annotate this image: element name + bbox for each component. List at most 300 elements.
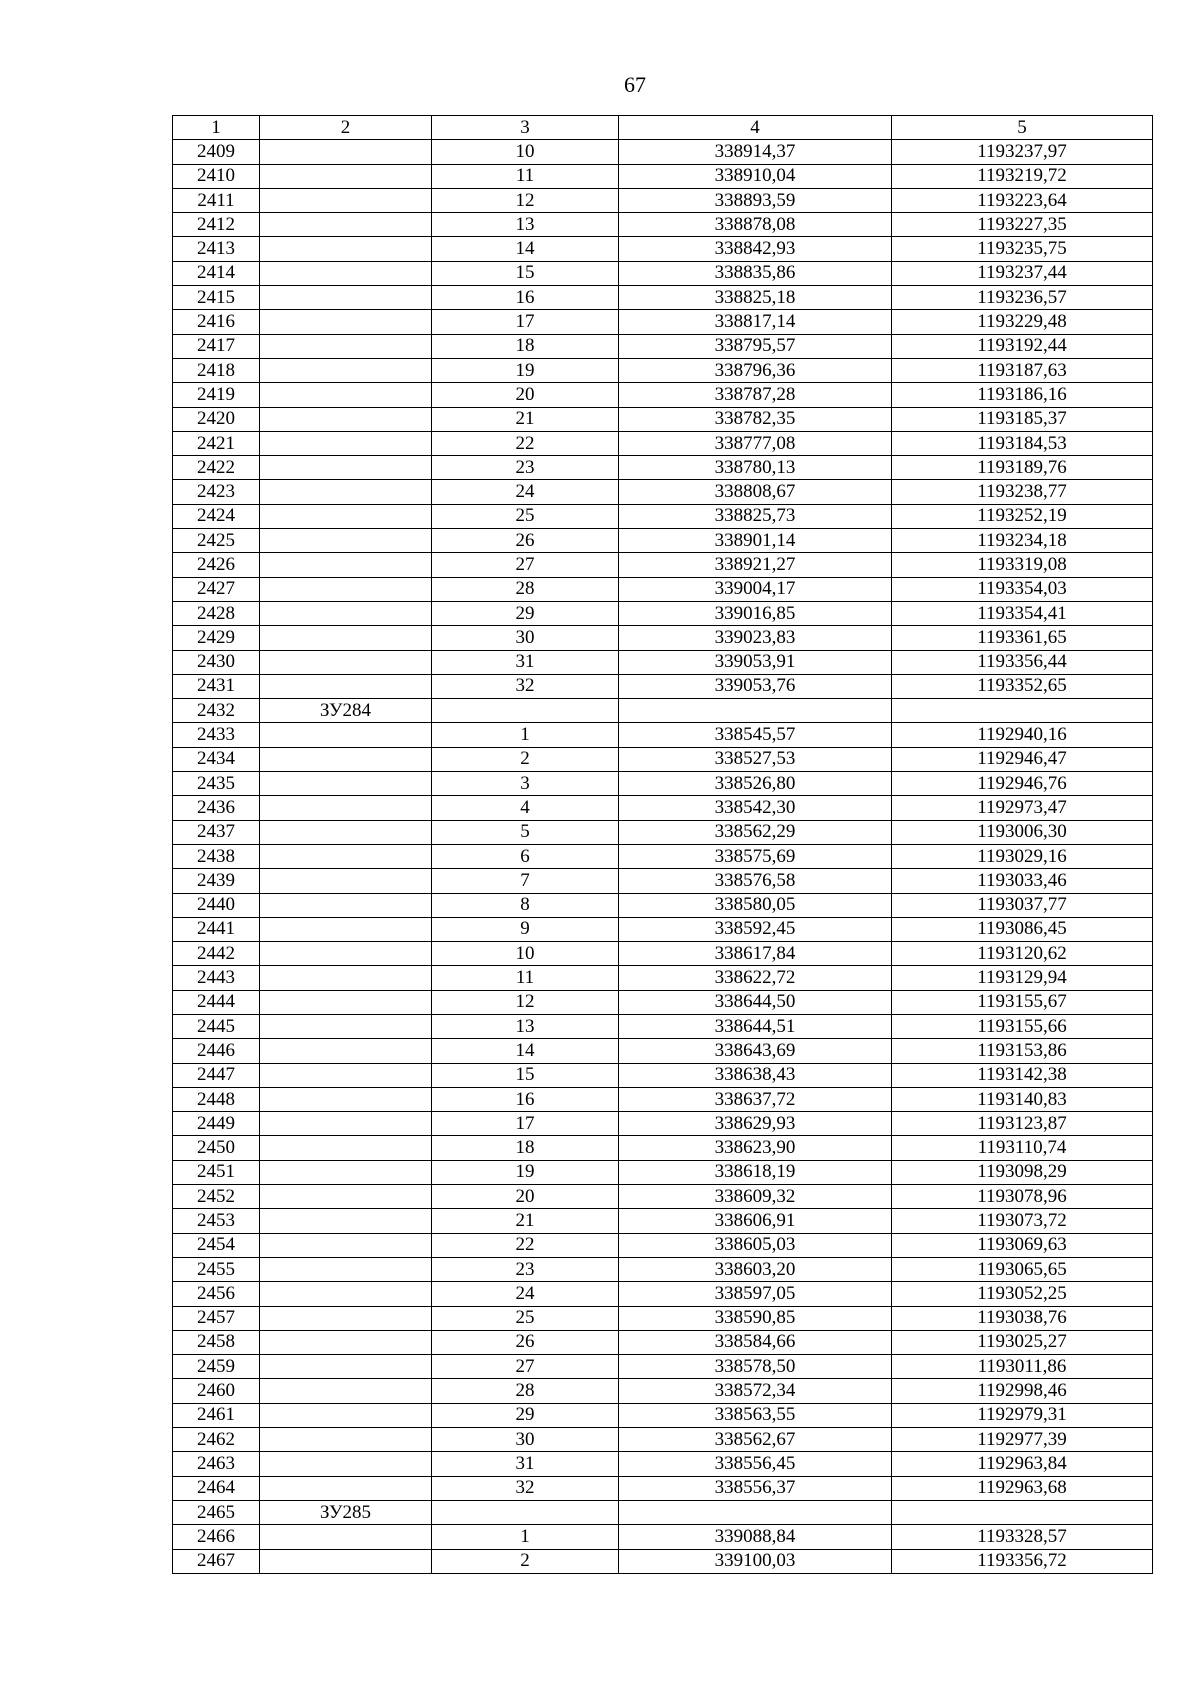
- table-cell: 1193155,67: [892, 990, 1153, 1014]
- table-cell: 25: [432, 1306, 619, 1330]
- table-cell: 2446: [173, 1039, 260, 1063]
- table-cell: 1193069,63: [892, 1233, 1153, 1257]
- table-cell: 28: [432, 577, 619, 601]
- table-row: [173, 699, 1153, 723]
- table-cell: 1193354,41: [892, 601, 1153, 625]
- table-cell: 2423: [173, 480, 260, 504]
- table-cell: 1193155,66: [892, 1014, 1153, 1038]
- table-cell: [260, 1355, 432, 1379]
- table-cell: 338910,04: [619, 164, 892, 188]
- table-cell: 338921,27: [619, 553, 892, 577]
- table-cell: 2466: [173, 1525, 260, 1549]
- table-cell: 1193356,72: [892, 1549, 1153, 1573]
- table-cell: 2445: [173, 1014, 260, 1038]
- table-cell: 1192940,16: [892, 723, 1153, 747]
- table-cell: [260, 286, 432, 310]
- table-row: [173, 188, 1153, 212]
- table-cell: 338637,72: [619, 1087, 892, 1111]
- table-cell: 338578,50: [619, 1355, 892, 1379]
- table-row: [173, 601, 1153, 625]
- table-cell: 2420: [173, 407, 260, 431]
- table-cell: [260, 1039, 432, 1063]
- column-header: 3: [432, 116, 619, 140]
- table-cell: 1192963,68: [892, 1476, 1153, 1500]
- table-cell: 339100,03: [619, 1549, 892, 1573]
- table-cell: [260, 1330, 432, 1354]
- table-cell: 338914,37: [619, 140, 892, 164]
- table-cell: 1192973,47: [892, 796, 1153, 820]
- table-cell: [260, 723, 432, 747]
- table-cell: [619, 1500, 892, 1524]
- table-cell: 2409: [173, 140, 260, 164]
- table-cell: [260, 1014, 432, 1038]
- table-cell: 338623,90: [619, 1136, 892, 1160]
- table-cell: 1193086,45: [892, 917, 1153, 941]
- table-row: [173, 966, 1153, 990]
- table-cell: [260, 358, 432, 382]
- table-row: [173, 553, 1153, 577]
- table-cell: 338605,03: [619, 1233, 892, 1257]
- table-cell: 25: [432, 504, 619, 528]
- table-cell: 2424: [173, 504, 260, 528]
- table-cell: 338603,20: [619, 1257, 892, 1281]
- table-cell: [260, 1136, 432, 1160]
- table-cell: [260, 383, 432, 407]
- table-cell: 1193038,76: [892, 1306, 1153, 1330]
- table-cell: 338796,36: [619, 358, 892, 382]
- table-cell: [260, 261, 432, 285]
- table-cell: [892, 1500, 1153, 1524]
- table-cell: [260, 966, 432, 990]
- table-row: [173, 1379, 1153, 1403]
- table-row: [173, 1403, 1153, 1427]
- table-cell: [260, 1452, 432, 1476]
- table-cell: 15: [432, 1063, 619, 1087]
- table-cell: 338609,32: [619, 1185, 892, 1209]
- table-cell: 9: [432, 917, 619, 941]
- table-cell: [260, 1428, 432, 1452]
- table-row: [173, 626, 1153, 650]
- table-cell: 26: [432, 1330, 619, 1354]
- table-cell: 20: [432, 1185, 619, 1209]
- table-cell: 338556,45: [619, 1452, 892, 1476]
- table-cell: 338575,69: [619, 844, 892, 868]
- column-header: 1: [173, 116, 260, 140]
- table-cell: 338808,67: [619, 480, 892, 504]
- table-row: [173, 140, 1153, 164]
- table-cell: [260, 213, 432, 237]
- table-cell: 2415: [173, 286, 260, 310]
- table-cell: 3: [432, 772, 619, 796]
- table-cell: 1193356,44: [892, 650, 1153, 674]
- table-cell: [260, 310, 432, 334]
- table-cell: 338878,08: [619, 213, 892, 237]
- table-cell: 1193052,25: [892, 1282, 1153, 1306]
- table-cell: 338825,73: [619, 504, 892, 528]
- table-cell: 7: [432, 869, 619, 893]
- table-cell: 32: [432, 1476, 619, 1500]
- table-row: [173, 529, 1153, 553]
- table-cell: 11: [432, 164, 619, 188]
- table-cell: 1: [432, 1525, 619, 1549]
- table-cell: 2453: [173, 1209, 260, 1233]
- table-cell: 2443: [173, 966, 260, 990]
- table-row: [173, 650, 1153, 674]
- table-cell: 2458: [173, 1330, 260, 1354]
- table-row: [173, 1525, 1153, 1549]
- table-cell: [260, 1476, 432, 1500]
- table-cell: 2413: [173, 237, 260, 261]
- coordinates-table: [172, 115, 1153, 1574]
- table-cell: ЗУ285: [260, 1500, 432, 1524]
- table-cell: 2444: [173, 990, 260, 1014]
- table-cell: 1193110,74: [892, 1136, 1153, 1160]
- table-cell: 1193219,72: [892, 164, 1153, 188]
- column-header: 4: [619, 116, 892, 140]
- table-cell: 2412: [173, 213, 260, 237]
- table-cell: 1193142,38: [892, 1063, 1153, 1087]
- table-cell: 338617,84: [619, 942, 892, 966]
- table-cell: [260, 820, 432, 844]
- table-cell: 338576,58: [619, 869, 892, 893]
- table-cell: 27: [432, 553, 619, 577]
- table-cell: [260, 626, 432, 650]
- table-cell: 338644,50: [619, 990, 892, 1014]
- table-cell: 1193223,64: [892, 188, 1153, 212]
- table-cell: 30: [432, 1428, 619, 1452]
- table-cell: 338787,28: [619, 383, 892, 407]
- table-cell: 2452: [173, 1185, 260, 1209]
- table-cell: 19: [432, 358, 619, 382]
- table-row: [173, 1500, 1153, 1524]
- table-row: [173, 431, 1153, 455]
- table-row: [173, 1257, 1153, 1281]
- table-cell: [892, 699, 1153, 723]
- table-cell: 2450: [173, 1136, 260, 1160]
- table-cell: 10: [432, 140, 619, 164]
- table-cell: [260, 1403, 432, 1427]
- table-cell: 2439: [173, 869, 260, 893]
- table-cell: 2448: [173, 1087, 260, 1111]
- table-header-row: [173, 116, 1153, 140]
- table-cell: 2417: [173, 334, 260, 358]
- table-row: [173, 358, 1153, 382]
- table-row: [173, 1452, 1153, 1476]
- table-cell: [260, 456, 432, 480]
- table-cell: 339016,85: [619, 601, 892, 625]
- table-cell: 338597,05: [619, 1282, 892, 1306]
- table-row: [173, 1185, 1153, 1209]
- table-cell: 1: [432, 723, 619, 747]
- table-row: [173, 1160, 1153, 1184]
- table-cell: 23: [432, 1257, 619, 1281]
- table-cell: 14: [432, 1039, 619, 1063]
- table-cell: 18: [432, 1136, 619, 1160]
- table-row: [173, 844, 1153, 868]
- table-cell: 29: [432, 601, 619, 625]
- table-cell: 21: [432, 407, 619, 431]
- table-row: [173, 504, 1153, 528]
- table-cell: 1193073,72: [892, 1209, 1153, 1233]
- table-row: [173, 1355, 1153, 1379]
- table-cell: 339053,91: [619, 650, 892, 674]
- table-cell: 2457: [173, 1306, 260, 1330]
- table-cell: 16: [432, 1087, 619, 1111]
- column-header: 5: [892, 116, 1153, 140]
- table-row: [173, 917, 1153, 941]
- table-cell: 22: [432, 431, 619, 455]
- table-cell: 2460: [173, 1379, 260, 1403]
- table-cell: 2467: [173, 1549, 260, 1573]
- table-cell: 17: [432, 1112, 619, 1136]
- table-cell: 1193235,75: [892, 237, 1153, 261]
- table-row: [173, 1063, 1153, 1087]
- table-cell: 1193328,57: [892, 1525, 1153, 1549]
- table-cell: 1193011,86: [892, 1355, 1153, 1379]
- table-cell: [432, 699, 619, 723]
- table-cell: 2447: [173, 1063, 260, 1087]
- table-cell: 10: [432, 942, 619, 966]
- table-cell: 12: [432, 188, 619, 212]
- table-cell: 338777,08: [619, 431, 892, 455]
- table-cell: 2440: [173, 893, 260, 917]
- table-cell: [260, 553, 432, 577]
- table-cell: [260, 1185, 432, 1209]
- page-number: 67: [624, 72, 646, 97]
- table-row: [173, 942, 1153, 966]
- table-cell: 13: [432, 1014, 619, 1038]
- table-cell: [260, 844, 432, 868]
- table-cell: 2: [432, 747, 619, 771]
- table-cell: 338562,29: [619, 820, 892, 844]
- table-cell: 2428: [173, 601, 260, 625]
- table-cell: 1193029,16: [892, 844, 1153, 868]
- table-cell: 2435: [173, 772, 260, 796]
- table-cell: [260, 504, 432, 528]
- table-cell: [260, 188, 432, 212]
- table-cell: [260, 942, 432, 966]
- table-cell: 2419: [173, 383, 260, 407]
- table-cell: 338563,55: [619, 1403, 892, 1427]
- table-cell: 29: [432, 1403, 619, 1427]
- table-cell: 1193065,65: [892, 1257, 1153, 1281]
- table-cell: 1193354,03: [892, 577, 1153, 601]
- table-cell: 2432: [173, 699, 260, 723]
- table-cell: [260, 1282, 432, 1306]
- table-row: [173, 1549, 1153, 1573]
- table-cell: 2456: [173, 1282, 260, 1306]
- table-row: [173, 213, 1153, 237]
- table-cell: 16: [432, 286, 619, 310]
- table-cell: [260, 1233, 432, 1257]
- table-cell: 1192977,39: [892, 1428, 1153, 1452]
- table-cell: 2454: [173, 1233, 260, 1257]
- table-cell: [260, 796, 432, 820]
- table-row: [173, 1282, 1153, 1306]
- table-cell: 338592,45: [619, 917, 892, 941]
- table-cell: 338526,80: [619, 772, 892, 796]
- table-cell: [260, 917, 432, 941]
- table-cell: [260, 1209, 432, 1233]
- table-row: [173, 723, 1153, 747]
- table-cell: 338817,14: [619, 310, 892, 334]
- table-cell: 1193184,53: [892, 431, 1153, 455]
- table-cell: 2451: [173, 1160, 260, 1184]
- table-row: [173, 1330, 1153, 1354]
- table-cell: 338644,51: [619, 1014, 892, 1038]
- table-cell: 339088,84: [619, 1525, 892, 1549]
- table-cell: 338643,69: [619, 1039, 892, 1063]
- table-cell: 1193140,83: [892, 1087, 1153, 1111]
- table-cell: 2433: [173, 723, 260, 747]
- table-cell: 338572,34: [619, 1379, 892, 1403]
- table-cell: 2426: [173, 553, 260, 577]
- table-cell: 338542,30: [619, 796, 892, 820]
- table-cell: 2437: [173, 820, 260, 844]
- table-cell: 338893,59: [619, 188, 892, 212]
- table-row: [173, 480, 1153, 504]
- table-cell: 1193237,44: [892, 261, 1153, 285]
- table-cell: 1193352,65: [892, 674, 1153, 698]
- table-row: [173, 1428, 1153, 1452]
- table-cell: 2449: [173, 1112, 260, 1136]
- table-cell: [432, 1500, 619, 1524]
- table-cell: 339023,83: [619, 626, 892, 650]
- table-cell: 2438: [173, 844, 260, 868]
- table-cell: 31: [432, 650, 619, 674]
- table-cell: 1193123,87: [892, 1112, 1153, 1136]
- table-cell: 1193025,27: [892, 1330, 1153, 1354]
- table-cell: 338842,93: [619, 237, 892, 261]
- table-row: [173, 334, 1153, 358]
- table-cell: 2429: [173, 626, 260, 650]
- table-cell: 22: [432, 1233, 619, 1257]
- table-cell: 18: [432, 334, 619, 358]
- table-cell: 21: [432, 1209, 619, 1233]
- table-row: [173, 1112, 1153, 1136]
- table-row: [173, 383, 1153, 407]
- table-cell: 20: [432, 383, 619, 407]
- table-cell: 32: [432, 674, 619, 698]
- table-cell: 13: [432, 213, 619, 237]
- table-cell: [260, 772, 432, 796]
- table-cell: 339053,76: [619, 674, 892, 698]
- table-cell: 338901,14: [619, 529, 892, 553]
- table-cell: 338638,43: [619, 1063, 892, 1087]
- table-cell: [260, 431, 432, 455]
- table-body: [173, 140, 1153, 1574]
- table-row: [173, 1014, 1153, 1038]
- table-cell: 1193078,96: [892, 1185, 1153, 1209]
- table-cell: [260, 674, 432, 698]
- table-cell: 339004,17: [619, 577, 892, 601]
- table-cell: [260, 1160, 432, 1184]
- table-cell: 28: [432, 1379, 619, 1403]
- table-cell: 338562,67: [619, 1428, 892, 1452]
- table-cell: 2434: [173, 747, 260, 771]
- table-cell: 11: [432, 966, 619, 990]
- table-cell: [260, 237, 432, 261]
- table-cell: 12: [432, 990, 619, 1014]
- table-cell: 1193006,30: [892, 820, 1153, 844]
- table-row: [173, 990, 1153, 1014]
- table-cell: 2459: [173, 1355, 260, 1379]
- table-cell: 31: [432, 1452, 619, 1476]
- table-cell: 2463: [173, 1452, 260, 1476]
- table-cell: 1192979,31: [892, 1403, 1153, 1427]
- table-cell: 338527,53: [619, 747, 892, 771]
- table-cell: 1192946,76: [892, 772, 1153, 796]
- table-cell: [619, 699, 892, 723]
- table-cell: 30: [432, 626, 619, 650]
- table-cell: 2465: [173, 1500, 260, 1524]
- table-row: [173, 1087, 1153, 1111]
- table-cell: 15: [432, 261, 619, 285]
- table-cell: [260, 1379, 432, 1403]
- table-cell: 338629,93: [619, 1112, 892, 1136]
- table-cell: 6: [432, 844, 619, 868]
- table-row: [173, 310, 1153, 334]
- table-row: [173, 1039, 1153, 1063]
- table-row: [173, 1136, 1153, 1160]
- table-row: [173, 456, 1153, 480]
- table-cell: 338622,72: [619, 966, 892, 990]
- table-cell: 1193252,19: [892, 504, 1153, 528]
- table-row: [173, 820, 1153, 844]
- table-cell: 2436: [173, 796, 260, 820]
- table-row: [173, 674, 1153, 698]
- table-cell: 14: [432, 237, 619, 261]
- table-cell: ЗУ284: [260, 699, 432, 723]
- table-cell: 1193234,18: [892, 529, 1153, 553]
- table-cell: [260, 1549, 432, 1573]
- table-cell: 2430: [173, 650, 260, 674]
- table-cell: 5: [432, 820, 619, 844]
- table-cell: 1193238,77: [892, 480, 1153, 504]
- table-row: [173, 577, 1153, 601]
- table-cell: [260, 480, 432, 504]
- table-cell: [260, 1257, 432, 1281]
- table-cell: 2442: [173, 942, 260, 966]
- table-cell: 1193120,62: [892, 942, 1153, 966]
- table-cell: 1193153,86: [892, 1039, 1153, 1063]
- table-cell: 2414: [173, 261, 260, 285]
- table-cell: [260, 1112, 432, 1136]
- table-cell: 4: [432, 796, 619, 820]
- table-cell: 2461: [173, 1403, 260, 1427]
- table-cell: 1193189,76: [892, 456, 1153, 480]
- table-cell: 2464: [173, 1476, 260, 1500]
- table-cell: 1193227,35: [892, 213, 1153, 237]
- table-cell: [260, 869, 432, 893]
- table-cell: 24: [432, 480, 619, 504]
- table-cell: 1193186,16: [892, 383, 1153, 407]
- table-cell: 1192963,84: [892, 1452, 1153, 1476]
- table-cell: 2411: [173, 188, 260, 212]
- table-row: [173, 1233, 1153, 1257]
- table-cell: 1193236,57: [892, 286, 1153, 310]
- table-cell: 1193129,94: [892, 966, 1153, 990]
- table-cell: 338782,35: [619, 407, 892, 431]
- table-row: [173, 237, 1153, 261]
- table-cell: [260, 601, 432, 625]
- table-cell: 1193185,37: [892, 407, 1153, 431]
- table-cell: 1193033,46: [892, 869, 1153, 893]
- table-cell: 1193098,29: [892, 1160, 1153, 1184]
- table-cell: 19: [432, 1160, 619, 1184]
- table-cell: 2431: [173, 674, 260, 698]
- table-cell: 338590,85: [619, 1306, 892, 1330]
